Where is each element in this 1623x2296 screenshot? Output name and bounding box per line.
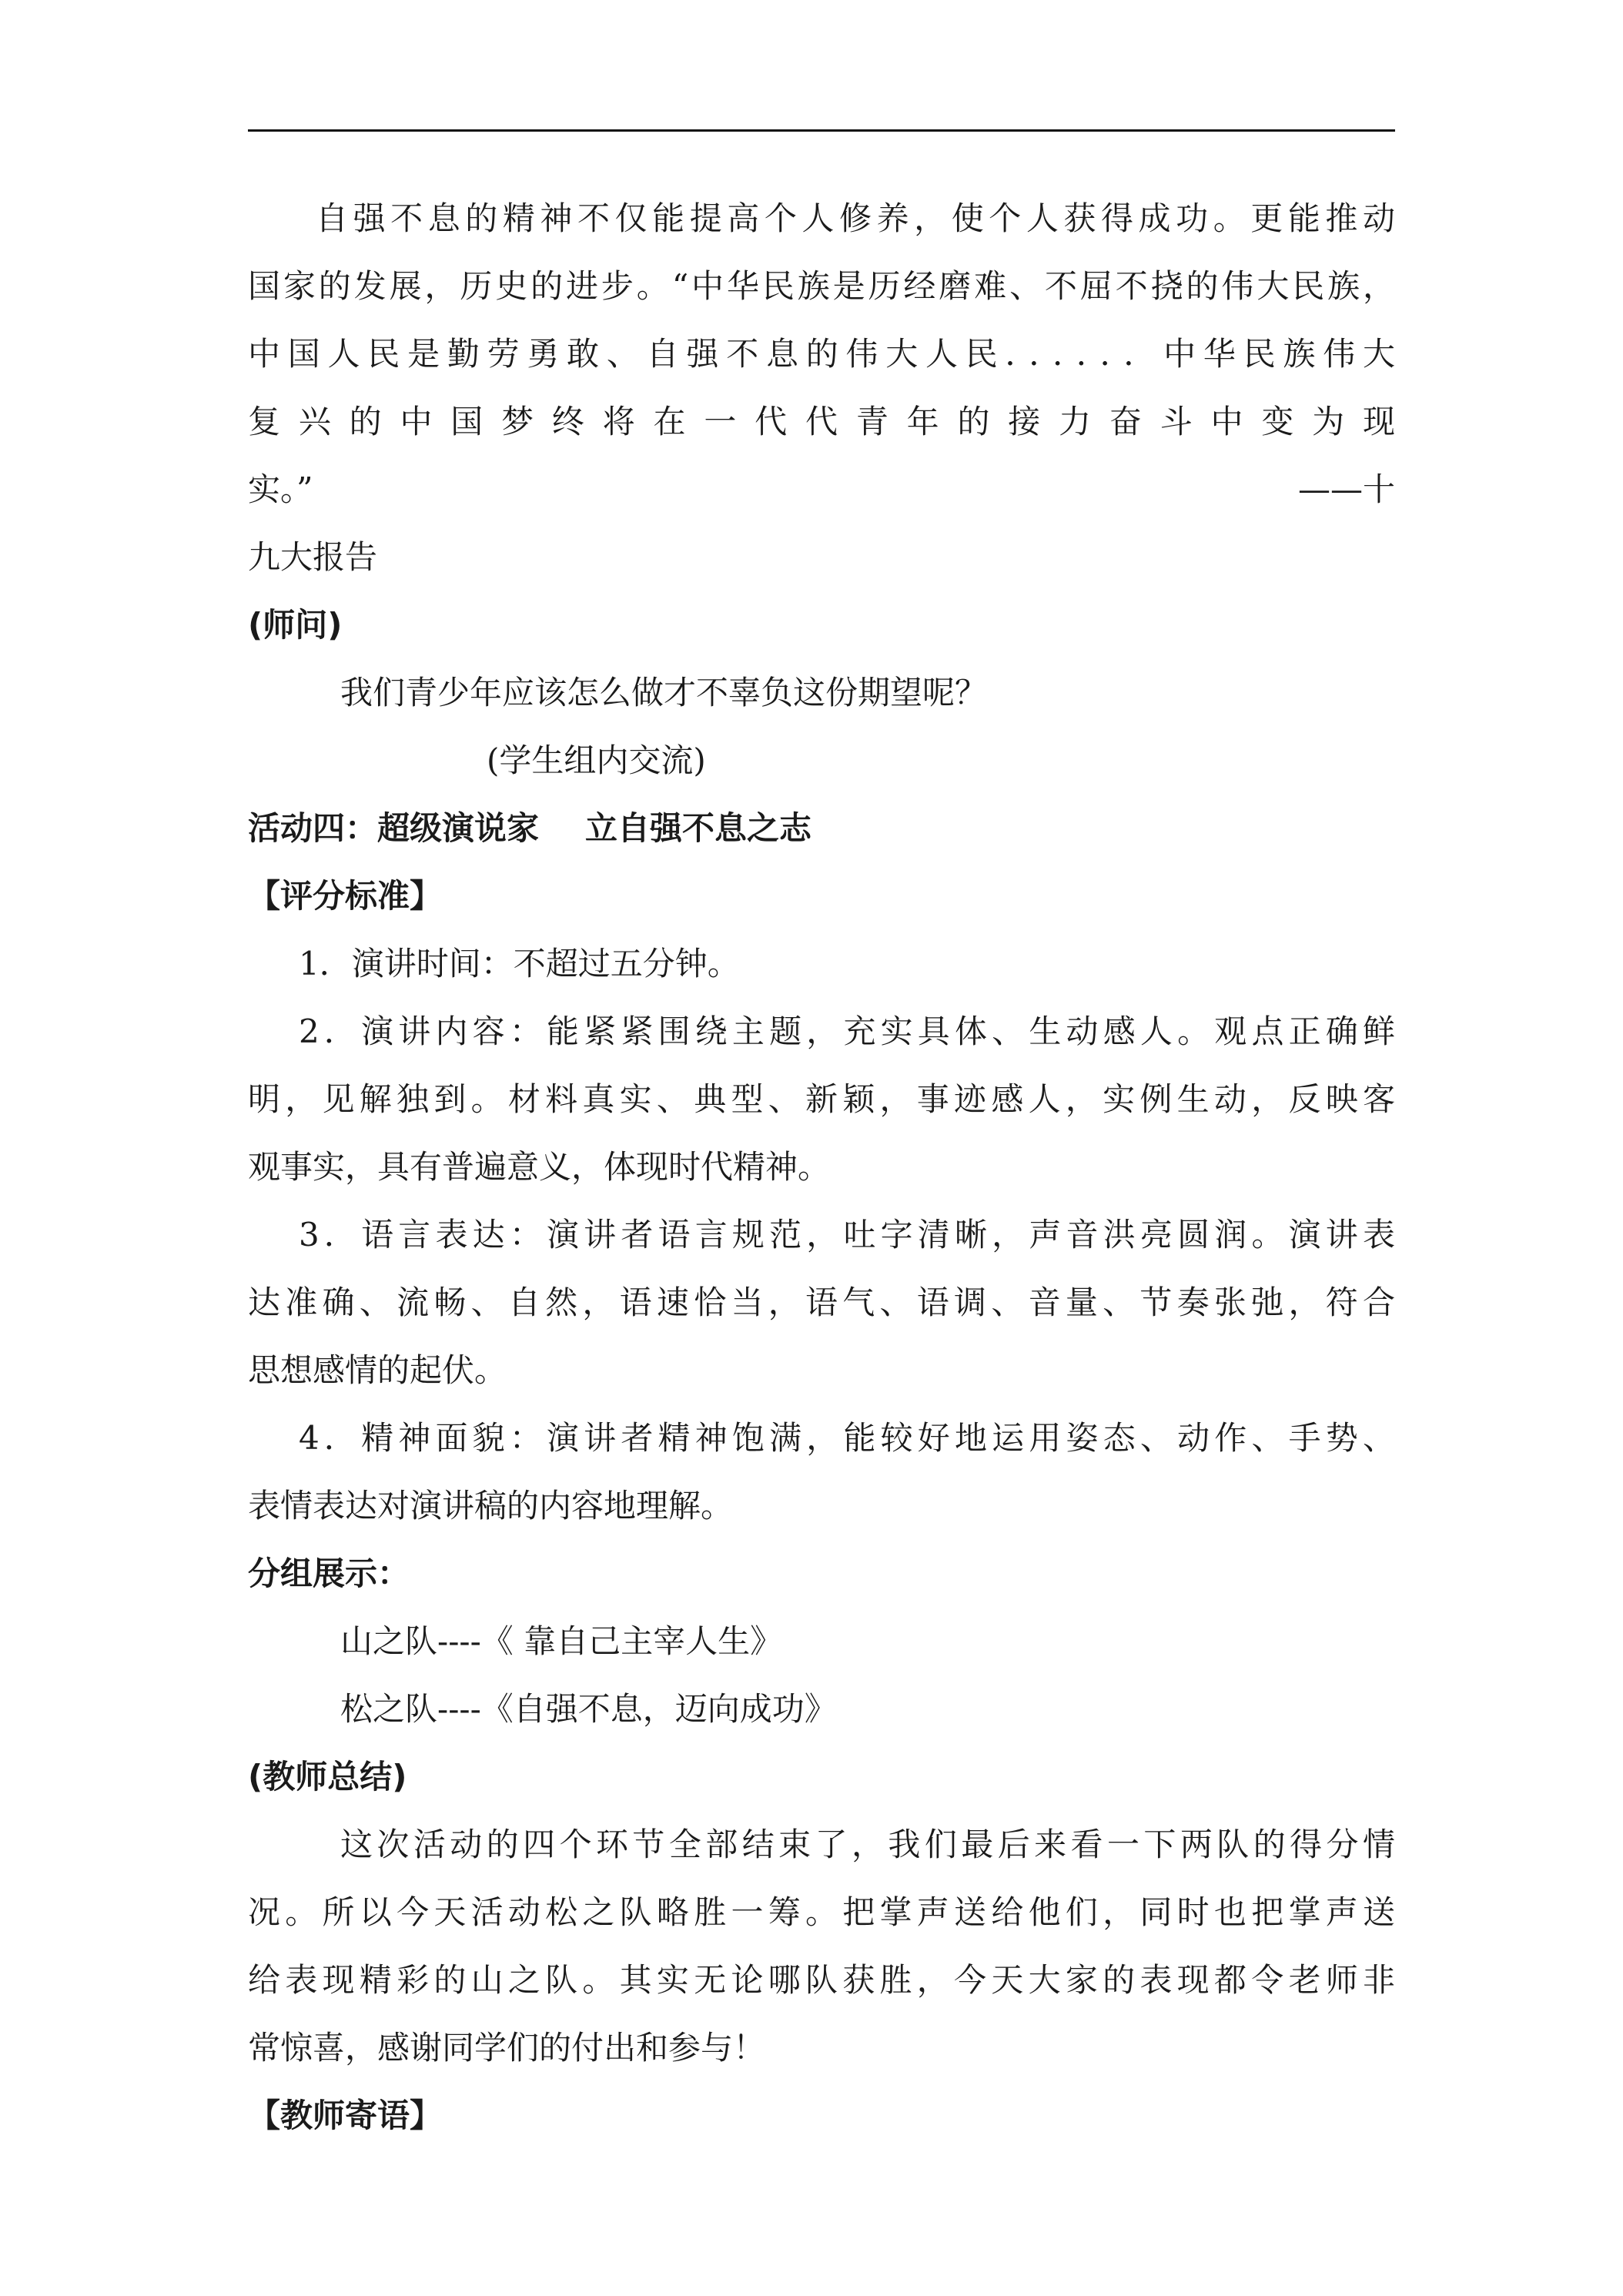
paragraph-line: 自强不息的精神不仅能提高个人修养，使个人获得成功。更能推动	[316, 199, 1395, 237]
group-item-mountain: 山之队----《 靠自己主宰人生》	[340, 1622, 783, 1660]
criteria-item-2-line: 2．演讲内容：能紧紧围绕主题，充实具体、生动感人。观点正确鲜	[299, 1012, 1395, 1050]
teacher-message-heading: 【教师寄语】	[248, 2097, 443, 2134]
criteria-item-3-line: 思想感情的起伏。	[248, 1351, 507, 1389]
criteria-item-1: 1．演讲时间：不超过五分钟。	[299, 945, 740, 982]
activity-four-title	[248, 795, 1395, 862]
criteria-item-4-line: 4．精神面貌：演讲者精神饱满，能较好地运用姿态、动作、手势、	[299, 1419, 1395, 1457]
teacher-question-text: 我们青少年应该怎么做才不辜负这份期望呢？	[340, 674, 988, 711]
quote-end: 实。”	[248, 470, 313, 508]
criteria-item-2-line: 观事实，具有普遍意义，体现时代精神。	[248, 1148, 831, 1186]
activity-title-sub: 立自强不息之志	[585, 809, 812, 847]
header-rule	[248, 129, 1395, 132]
activity-title-main: 活动四：超级演说家	[248, 809, 540, 847]
paragraph-last-line	[248, 456, 1395, 524]
summary-line: 常惊喜，感谢同学们的付出和参与！	[248, 2029, 766, 2067]
criteria-item-3-line: 3．语言表达：演讲者语言规范，吐字清晰，声音洪亮圆润。演讲表	[299, 1216, 1395, 1253]
summary-line: 给表现精彩的山之队。其实无论哪队获胜，今天大家的表现都令老师非	[248, 1961, 1395, 1999]
criteria-item-3-line: 达准确、流畅、自然，语速恰当，语气、语调、音量、节奏张弛，符合	[248, 1284, 1395, 1321]
teacher-question-label: (师问)	[248, 606, 343, 644]
document-body	[248, 185, 1395, 2150]
summary-line: 这次活动的四个环节全部结束了，我们最后来看一下两队的得分情	[340, 1826, 1395, 1863]
group-display-heading: 分组展示：	[248, 1555, 410, 1592]
paragraph-line: 中国人民是勤劳勇敢、自强不息的伟大人民．．．．．．中华民族伟大	[248, 335, 1395, 373]
teacher-summary-label: (教师总结)	[248, 1758, 407, 1796]
criteria-heading: 【评分标准】	[248, 877, 443, 915]
student-discussion-note: (学生组内交流)	[487, 741, 706, 779]
quote-source: 九大报告	[248, 538, 378, 576]
paragraph-line: 国家的发展，历史的进步。“中华民族是历经磨难、不屈不挠的伟大民族，	[248, 267, 1395, 305]
criteria-item-4-line: 表情表达对演讲稿的内容地理解。	[248, 1487, 734, 1525]
criteria-item-2-line: 明，见解独到。材料真实、典型、新颖，事迹感人，实例生动，反映客	[248, 1080, 1395, 1118]
quote-attribution-dash: ——十	[1297, 470, 1395, 508]
group-item-pine: 松之队----《自强不息，迈向成功》	[340, 1690, 837, 1728]
summary-line: 况。所以今天活动松之队略胜一筹。把掌声送给他们，同时也把掌声送	[248, 1893, 1395, 1931]
paragraph-line: 复 兴 的 中 国 梦 终 将 在 一 代 代 青 年 的 接 力 奋 斗 中 变 为 现	[248, 403, 1395, 440]
